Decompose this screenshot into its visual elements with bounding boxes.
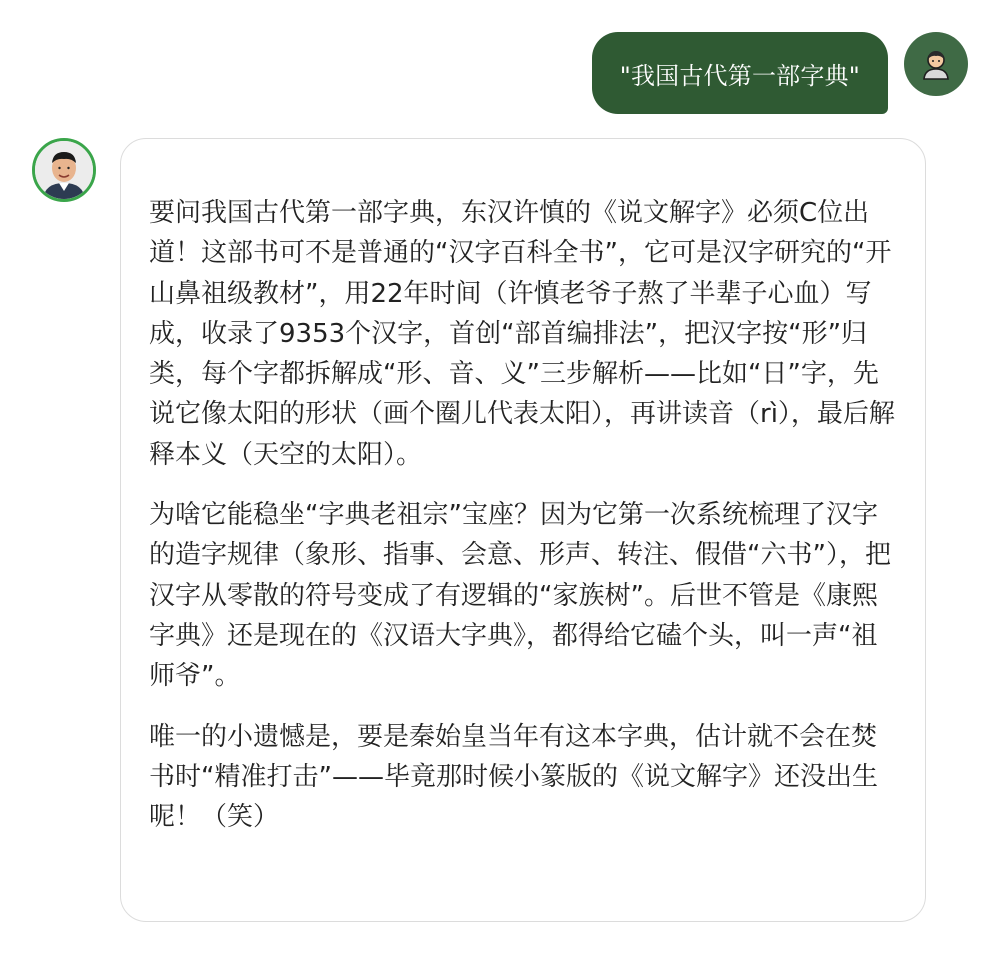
assistant-paragraph-3: 唯一的小遗憾是，要是秦始皇当年有这本字典，估计就不会在焚书时“精准打击”——毕竟那时候小篆版的《说文解字》还没出生呢！（笑）: [149, 721, 878, 833]
assistant-paragraph-1: 要问我国古代第一部字典，东汉许慎的《说文解字》必须C位出道！这部书可不是普通的“汉字百科全书”，它可是汉字研究的“开山鼻祖级教材”，用22年时间（许慎老爷子熬了半辈子心血）写成，收录了9353个汉字，首创“部首编排法”，把汉字按“形”归类，每个字都拆解成“形、音、义”三步解析——比如“日”字，先说它像太阳的形状（画个圈儿代表太阳），再讲读音（rì），最后解释本义（天空的太阳）。: [149, 198, 895, 470]
assistant-message-row: [32, 138, 926, 922]
assistant-paragraph-2: 为啥它能稳坐“字典老祖宗”宝座？因为它第一次系统梳理了汉字的造字规律（象形、指事、会意、形声、转注、假借“六书”），把汉字从零散的符号变成了有逻辑的“家族树”。后世不管是《康熙字典》还是现在的《汉语大字典》，都得给它磕个头，叫一声“祖师爷”。: [149, 500, 891, 692]
assistant-avatar[interactable]: [32, 138, 96, 202]
assistant-avatar-icon: [35, 141, 93, 199]
user-message-bubble: [592, 32, 888, 114]
user-avatar[interactable]: [904, 32, 968, 96]
user-message-text: "我国古代第一部字典": [619, 61, 860, 90]
user-avatar-icon: [919, 47, 953, 81]
user-message-row: [592, 32, 968, 114]
assistant-message-bubble: [120, 138, 926, 922]
